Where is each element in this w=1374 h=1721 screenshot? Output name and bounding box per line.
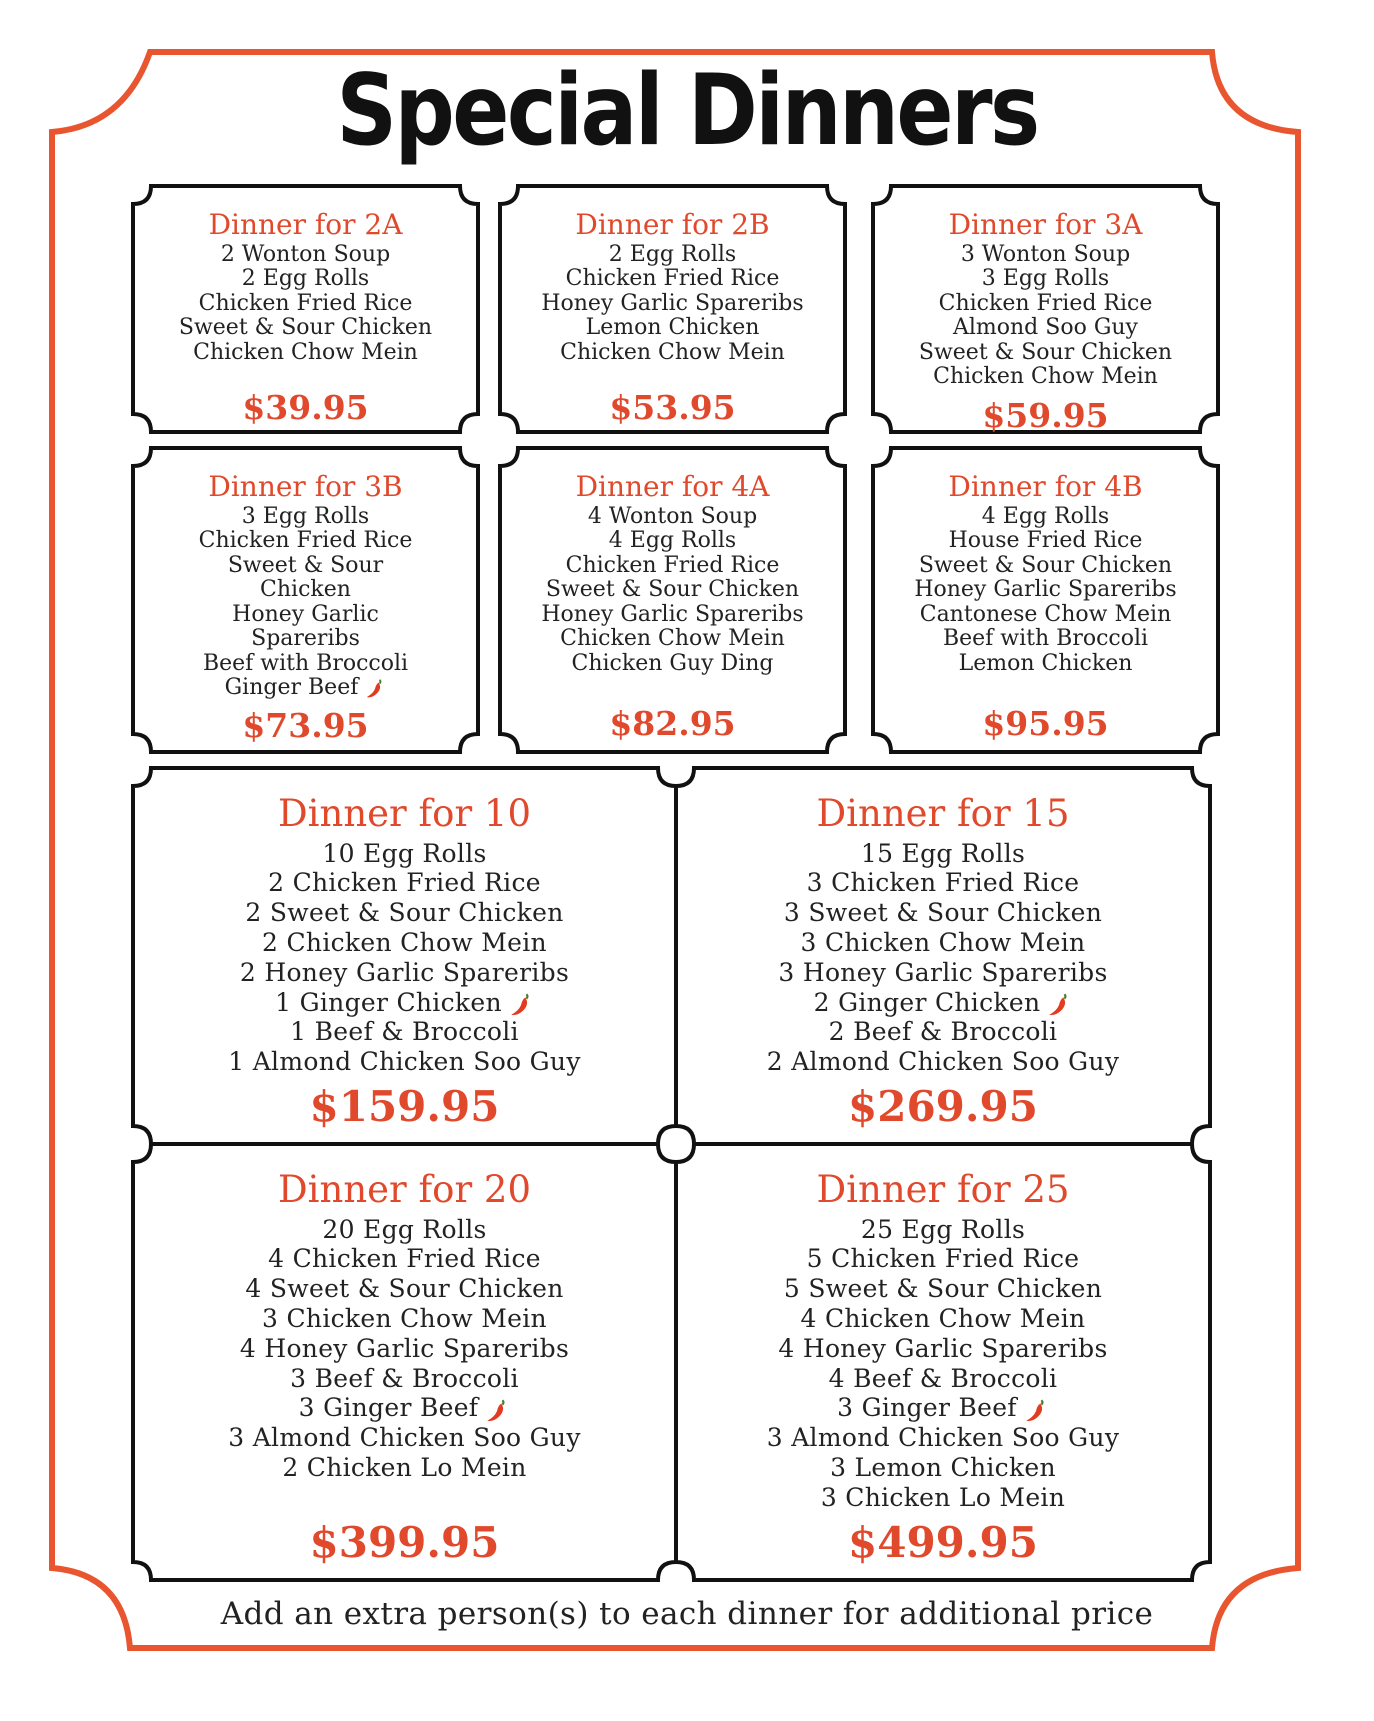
dinner-item-text: 3 Chicken Chow Mein [800, 928, 1086, 958]
dinner-item-text: Chicken Fried Rice [938, 290, 1153, 316]
dinner-item [228, 1423, 581, 1453]
dinner-price: $39.95 [242, 388, 369, 427]
dinner-items [767, 839, 1120, 1077]
dinner-item [919, 267, 1172, 292]
dinner-item [199, 554, 413, 579]
dinner-items [914, 505, 1176, 677]
dinner-item-text: 2 Beef & Broccoli [828, 1017, 1058, 1047]
dinner-item-text: 2 Wonton Soup [220, 241, 391, 267]
dinner-item-text: 3 Chicken Chow Mein [262, 1304, 547, 1334]
dinner-box [873, 186, 1218, 435]
dinner-name: Dinner for 3B [208, 470, 403, 503]
dinner-box [133, 186, 478, 432]
dinner-price: $269.95 [848, 1082, 1038, 1131]
dinner-box [676, 768, 1210, 1144]
dinner-item [919, 292, 1172, 317]
dinner-item-text: Sweet & Sour [227, 552, 384, 578]
dinner-item [541, 316, 803, 341]
dinner-item [919, 243, 1172, 268]
dinner-items [541, 505, 803, 677]
dinner-price: $59.95 [982, 396, 1109, 435]
dinner-item [541, 341, 803, 366]
dinner-item-text: 2 Egg Rolls [608, 241, 737, 267]
dinner-item [228, 1244, 581, 1274]
dinner-item [767, 898, 1120, 928]
dinner-item [767, 1483, 1120, 1513]
dinner-item-text: Chicken Chow Mein [193, 339, 418, 365]
dinner-item [541, 243, 803, 268]
dinner-item-text: 1 Ginger Chicken [275, 987, 502, 1017]
dinner-item [919, 316, 1172, 341]
dinner-item-text: Chicken [260, 577, 351, 603]
dinner-item-text: 4 Honey Garlic Spareribs [239, 1333, 570, 1363]
dinner-item [228, 1364, 581, 1394]
dinner-box [500, 448, 845, 752]
dinner-item [767, 1215, 1120, 1245]
dinner-item-text: Chicken Guy Ding [571, 650, 774, 676]
chili-pepper-icon [1046, 991, 1072, 1017]
dinner-name: Dinner for 4A [575, 470, 770, 503]
dinner-item [914, 505, 1176, 530]
dinner-item [919, 341, 1172, 366]
dinner-item-text: 2 Chicken Lo Mein [282, 1453, 527, 1483]
dinner-item [767, 1423, 1120, 1453]
dinner-item [199, 505, 413, 530]
dinner-item [228, 1017, 581, 1047]
dinner-item [767, 958, 1120, 988]
dinner-item-text: Chicken Fried Rice [565, 266, 780, 292]
dinner-item-text: 4 Chicken Chow Mein [800, 1304, 1086, 1334]
dinner-item-text: 3 Beef & Broccoli [290, 1363, 519, 1393]
dinner-item-text: Chicken Fried Rice [565, 552, 780, 578]
dinner-name: Dinner for 2B [575, 208, 770, 241]
dinner-name: Dinner for 3A [948, 208, 1143, 241]
dinner-item-text: 4 Beef & Broccoli [828, 1363, 1058, 1393]
dinner-item [767, 1017, 1120, 1047]
dinner-item [767, 1304, 1120, 1334]
dinner-price: $399.95 [309, 1518, 500, 1567]
dinner-name: Dinner for 25 [816, 1168, 1070, 1211]
dinner-items [179, 243, 432, 366]
dinner-item [767, 1393, 1120, 1423]
dinner-item-text: 3 Honey Garlic Spareribs [778, 957, 1108, 987]
dinner-name: Dinner for 2A [208, 208, 403, 241]
dinner-item [228, 1274, 581, 1304]
dinner-item [199, 603, 413, 628]
page-title: Special Dinners [336, 54, 1038, 168]
dinner-item-text: Ginger Beef [224, 675, 359, 701]
dinner-item [541, 505, 803, 530]
dinner-item [228, 1215, 581, 1245]
dinner-item-text: 2 Sweet & Sour Chicken [245, 898, 564, 928]
dinner-item-text: 3 Chicken Fried Rice [806, 868, 1080, 898]
dinner-item [228, 988, 581, 1018]
dinner-item-text: 3 Wonton Soup [960, 241, 1131, 267]
dinner-item-text: Sweet & Sour Chicken [545, 577, 800, 603]
dinner-item [541, 578, 803, 603]
dinner-items [541, 243, 803, 366]
dinner-item-text: 2 Ginger Chicken [813, 987, 1041, 1017]
chili-pepper-icon [364, 677, 386, 699]
dinner-item-text: 3 Sweet & Sour Chicken [783, 898, 1103, 928]
dinner-item [199, 578, 413, 603]
dinner-box [133, 768, 676, 1144]
dinner-item-text: 3 Lemon Chicken [830, 1453, 1056, 1483]
dinner-price: $95.95 [982, 704, 1109, 743]
dinner-item-text: 4 Egg Rolls [608, 528, 737, 554]
dinner-item-text: 20 Egg Rolls [322, 1214, 487, 1244]
dinner-item-text: 4 Wonton Soup [587, 503, 758, 529]
dinner-item [541, 627, 803, 652]
dinner-item [914, 554, 1176, 579]
dinner-box [676, 1144, 1210, 1580]
dinner-item-text: 1 Almond Chicken Soo Guy [228, 1047, 581, 1077]
dinner-item-text: 2 Chicken Chow Mein [262, 928, 547, 958]
dinner-price: $73.95 [242, 706, 369, 745]
dinner-item [914, 652, 1176, 677]
dinner-item-text: Chicken Chow Mein [560, 626, 785, 652]
dinner-box [133, 1144, 676, 1580]
dinner-items [228, 839, 581, 1077]
dinner-item [914, 627, 1176, 652]
dinner-item [199, 529, 413, 554]
dinner-item-text: 3 Chicken Lo Mein [820, 1482, 1066, 1512]
dinner-items [228, 1215, 581, 1483]
chili-pepper-icon [484, 1397, 510, 1423]
dinner-item [179, 243, 432, 268]
dinner-item-text: 3 Egg Rolls [981, 266, 1110, 292]
dinner-item-text: 4 Sweet & Sour Chicken [245, 1274, 564, 1304]
dinner-item-text: 4 Chicken Fried Rice [268, 1244, 541, 1274]
dinner-item-text: Honey Garlic [232, 601, 379, 627]
dinner-name: Dinner for 10 [277, 792, 531, 835]
dinner-item [541, 603, 803, 628]
dinner-name: Dinner for 4B [948, 470, 1143, 503]
dinner-item-text: House Fried Rice [948, 528, 1143, 554]
dinner-item [767, 1244, 1120, 1274]
dinner-item [767, 1334, 1120, 1364]
dinner-item [914, 603, 1176, 628]
chili-pepper-icon [1023, 1397, 1049, 1423]
dinner-item [767, 1047, 1120, 1077]
dinner-item [919, 365, 1172, 390]
dinner-item [228, 928, 581, 958]
dinner-name: Dinner for 20 [277, 1168, 531, 1211]
dinner-item-text: 10 Egg Rolls [322, 838, 487, 868]
dinner-item-text: Almond Soo Guy [952, 315, 1138, 341]
dinner-price: $82.95 [609, 704, 736, 743]
dinner-item-text: 2 Almond Chicken Soo Guy [766, 1047, 1120, 1077]
dinner-item-text: Beef with Broccoli [202, 650, 409, 676]
dinner-box [133, 448, 478, 752]
dinner-item [541, 652, 803, 677]
dinner-item-text: 3 Almond Chicken Soo Guy [228, 1423, 581, 1453]
dinner-box [500, 186, 845, 432]
dinner-item-text: Lemon Chicken [958, 650, 1133, 676]
dinner-item [541, 267, 803, 292]
dinner-item [228, 1047, 581, 1077]
dinner-item-text: 1 Beef & Broccoli [290, 1017, 519, 1047]
dinner-price: $159.95 [309, 1082, 500, 1131]
dinner-item [767, 1453, 1120, 1483]
dinner-item [914, 529, 1176, 554]
dinner-item [914, 578, 1176, 603]
dinner-item [767, 988, 1120, 1018]
dinner-item-text: 2 Chicken Fried Rice [268, 868, 541, 898]
dinner-item [541, 554, 803, 579]
chili-pepper-icon [508, 991, 534, 1017]
dinner-item-text: Chicken Chow Mein [933, 364, 1158, 390]
dinner-item-text: 2 Egg Rolls [241, 266, 370, 292]
dinner-item [179, 341, 432, 366]
dinner-item [228, 1453, 581, 1483]
dinner-item-text: Sweet & Sour Chicken [918, 552, 1173, 578]
dinner-price: $53.95 [609, 388, 736, 427]
dinner-item-text: Chicken Chow Mein [560, 339, 785, 365]
dinner-item-text: 3 Ginger Beef [837, 1393, 1017, 1423]
dinner-item [228, 868, 581, 898]
dinner-item [199, 627, 413, 652]
dinner-item-text: 3 Egg Rolls [241, 503, 370, 529]
footer-note: Add an extra person(s) to each dinner for additional price [220, 1596, 1154, 1632]
dinner-item-text: Beef with Broccoli [942, 626, 1149, 652]
dinner-item [767, 839, 1120, 869]
dinner-item [228, 898, 581, 928]
dinner-item [541, 529, 803, 554]
dinner-item-text: 25 Egg Rolls [860, 1214, 1026, 1244]
dinner-item-text: 4 Honey Garlic Spareribs [778, 1333, 1108, 1363]
dinner-item-text: 2 Honey Garlic Spareribs [239, 957, 570, 987]
dinner-item [179, 267, 432, 292]
dinner-item [228, 958, 581, 988]
dinner-item [199, 676, 413, 701]
dinner-item-text: 3 Almond Chicken Soo Guy [766, 1423, 1120, 1453]
dinner-item [228, 839, 581, 869]
dinner-item-text: Chicken Fried Rice [198, 528, 413, 554]
dinner-item [228, 1334, 581, 1364]
dinner-item-text: Spareribs [251, 626, 360, 652]
dinner-item [767, 868, 1120, 898]
dinner-item [228, 1393, 581, 1423]
dinner-item-text: 5 Chicken Fried Rice [806, 1244, 1080, 1274]
dinner-items [767, 1215, 1120, 1513]
dinner-item-text: Chicken Fried Rice [198, 290, 413, 316]
dinner-item [541, 292, 803, 317]
dinner-name: Dinner for 15 [816, 792, 1070, 835]
dinner-item-text: Honey Garlic Spareribs [541, 290, 804, 316]
dinner-item-text: 4 Egg Rolls [981, 503, 1110, 529]
dinner-item-text: 15 Egg Rolls [860, 838, 1026, 868]
dinner-item-text: Lemon Chicken [585, 315, 760, 341]
dinner-item [179, 292, 432, 317]
dinner-item-text: Honey Garlic Spareribs [914, 577, 1177, 603]
dinner-item-text: 5 Sweet & Sour Chicken [783, 1274, 1103, 1304]
dinner-item-text: Honey Garlic Spareribs [541, 601, 804, 627]
dinner-item-text: Cantonese Chow Mein [919, 601, 1172, 627]
dinner-items [199, 505, 413, 701]
dinner-box [873, 448, 1218, 752]
dinner-item [228, 1304, 581, 1334]
dinner-item [179, 316, 432, 341]
dinner-item-text: Sweet & Sour Chicken [918, 339, 1173, 365]
dinner-items [919, 243, 1172, 390]
dinner-item-text: Sweet & Sour Chicken [178, 315, 433, 341]
dinner-item [767, 1364, 1120, 1394]
dinner-item [199, 652, 413, 677]
dinner-item [767, 928, 1120, 958]
dinner-item [767, 1274, 1120, 1304]
dinner-price: $499.95 [848, 1518, 1038, 1567]
dinner-item-text: 3 Ginger Beef [298, 1393, 479, 1423]
